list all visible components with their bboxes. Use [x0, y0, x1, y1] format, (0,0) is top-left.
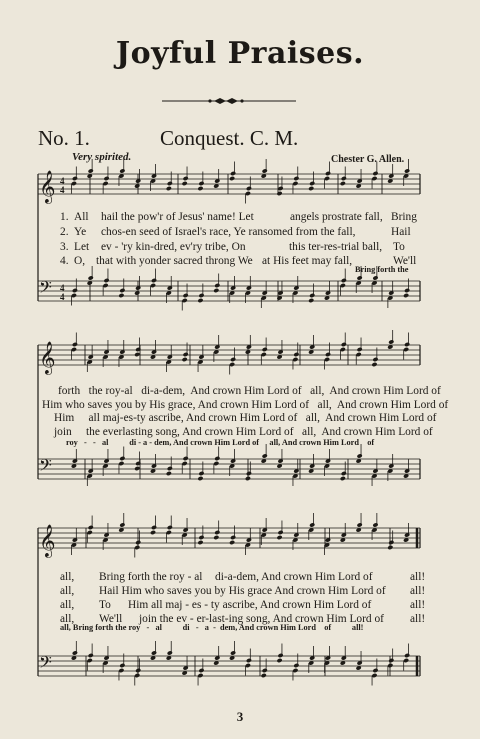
note-head: [404, 168, 410, 173]
note-head: [198, 293, 204, 298]
note-head: [214, 456, 220, 461]
note-head: [388, 339, 394, 344]
bass-lyric-text: Bring forth the: [355, 265, 409, 274]
bass-lyric-text: all, Bring forth the roy - al di - a - dem, And crown Him Lord of all!: [60, 623, 364, 632]
note-head: [119, 168, 125, 173]
note-head: [183, 456, 189, 461]
note-head: [134, 352, 140, 357]
note-head: [372, 668, 378, 673]
note-head: [103, 176, 109, 181]
note-head: [293, 663, 299, 668]
lyric-text: We'll: [99, 613, 123, 625]
lyric-line: Him all maj-es-ty ascribe, And crown Him Lord of all, And crown Him Lord of: [54, 412, 437, 424]
verse-number: 3.: [60, 241, 69, 253]
note-head: [340, 181, 346, 186]
note-head: [182, 357, 188, 362]
note-head: [182, 181, 188, 186]
tune-name: Conquest. C. M.: [160, 126, 299, 150]
note-head: [198, 535, 204, 540]
note-head: [213, 535, 219, 540]
treble-clef: 𝄞: [39, 524, 56, 557]
lyric-text: All: [74, 211, 89, 223]
note-head: [372, 171, 378, 176]
bass-clef: 𝄢: [39, 455, 52, 479]
bass-clef: 𝄢: [39, 277, 52, 301]
note-head: [198, 668, 204, 673]
note-head: [72, 288, 78, 293]
note-head: [230, 535, 236, 540]
note-head: [308, 298, 314, 303]
time-signature: 4: [60, 292, 65, 302]
note-head: [151, 650, 157, 655]
note-head: [88, 275, 94, 280]
note-head: [229, 176, 235, 181]
note-head: [198, 471, 204, 476]
note-head: [197, 540, 203, 545]
note-head: [198, 181, 204, 186]
bass-clef: 𝄢: [39, 652, 52, 676]
note-head: [183, 293, 189, 298]
note-head: [341, 176, 347, 181]
note-head: [325, 352, 331, 357]
lyric-text: Let: [74, 241, 90, 253]
lyric-text: all!: [410, 571, 426, 583]
note-head: [135, 540, 141, 545]
note-head: [340, 476, 346, 481]
note-head: [388, 540, 394, 545]
note-head: [372, 357, 378, 362]
note-head: [88, 653, 94, 658]
note-head: [341, 278, 347, 283]
note-head: [229, 540, 235, 545]
note-head: [246, 186, 252, 191]
note-head: [167, 466, 173, 471]
note-head: [135, 668, 141, 673]
lyric-text: all,: [60, 599, 75, 611]
note-head: [246, 471, 252, 476]
note-head: [388, 658, 394, 663]
note-head: [262, 668, 268, 673]
note-head: [293, 352, 299, 357]
lyric-text: To: [99, 599, 111, 611]
note-head: [197, 186, 203, 191]
lyric-text: To: [393, 241, 405, 253]
lyric-text: hail the pow'r of Jesus' name! Let: [101, 211, 254, 223]
note-head: [341, 342, 347, 347]
note-head: [403, 293, 409, 298]
treble-clef: 𝄞: [39, 170, 56, 203]
note-head: [404, 288, 410, 293]
lyric-text: Him all maj - es - ty ascribe, And crown Him Lord of: [128, 599, 372, 611]
note-head: [277, 653, 283, 658]
note-head: [166, 471, 172, 476]
lyric-text: all!: [410, 585, 426, 597]
note-head: [357, 275, 363, 280]
page-title: Joyful Praises.: [115, 36, 365, 71]
note-head: [213, 288, 219, 293]
note-head: [151, 525, 157, 530]
note-head: [167, 525, 173, 530]
verse-number: 4.: [60, 255, 69, 267]
note-head: [262, 453, 268, 458]
note-head: [404, 653, 410, 658]
lyric-line: Him who saves you by His grace, And crown Him Lord of all, And crown Him Lord of: [42, 399, 449, 411]
lyric-text: We'll: [393, 255, 417, 267]
note-head: [371, 362, 377, 367]
note-head: [276, 535, 282, 540]
note-head: [166, 186, 172, 191]
lyric-text: all,: [60, 613, 75, 625]
note-head: [293, 176, 299, 181]
lyric-text: Bring: [391, 211, 417, 223]
note-head: [167, 650, 173, 655]
time-signature: 4: [60, 176, 65, 186]
note-head: [308, 186, 314, 191]
lyric-text: Ye: [74, 226, 87, 238]
tempo-marking: Very spirited.: [72, 151, 132, 163]
lyric-line: join the everlasting song, And crown Him Lord of all, And crown Him Lord of: [54, 426, 433, 438]
note-head: [309, 522, 315, 527]
lyric-line: forth the roy-al di-a-dem, And crown Him Lord of all, And crown Him Lord of: [58, 385, 441, 397]
lyric-text: chos-en seed of Israel's race, Ye ransomed from the fall,: [101, 226, 356, 238]
lyric-text: di-a-dem, And crown Him Lord of: [215, 571, 373, 583]
note-head: [357, 522, 363, 527]
lyric-text: join the ev - er-last-ing song, And crown Him Lord of: [139, 613, 384, 625]
page-number: 3: [236, 709, 244, 724]
note-head: [214, 530, 220, 535]
note-head: [197, 298, 203, 303]
note-head: [230, 650, 236, 655]
note-head: [262, 168, 268, 173]
note-head: [261, 673, 267, 678]
treble-clef: 𝄞: [39, 341, 56, 374]
lyric-text: that with yonder sacred throng We: [96, 255, 253, 267]
verse-number: 1.: [60, 211, 69, 223]
composer-credit: Chester G. Allen.: [331, 154, 405, 165]
note-head: [262, 347, 268, 352]
lyric-text: Hail: [391, 226, 411, 238]
note-head: [309, 181, 315, 186]
lyric-text: this ter-res-trial ball,: [289, 241, 383, 253]
time-signature: 4: [60, 185, 65, 195]
note-head: [88, 525, 94, 530]
verse-number: 2.: [60, 226, 69, 238]
note-head: [150, 530, 156, 535]
note-head: [246, 658, 252, 663]
note-head: [197, 476, 203, 481]
note-head: [118, 293, 124, 298]
note-head: [214, 283, 220, 288]
note-head: [357, 347, 363, 352]
lyric-text: O,: [74, 255, 86, 267]
note-head: [276, 658, 282, 663]
note-head: [119, 522, 125, 527]
lyric-text: ev - 'ry kin-dred, ev'ry tribe, On: [101, 241, 246, 253]
lyric-text: at His feet may fall,: [262, 255, 353, 267]
note-head: [103, 278, 109, 283]
note-head: [372, 522, 378, 527]
note-head: [151, 278, 157, 283]
note-head: [183, 176, 189, 181]
lyric-text: angels prostrate fall,: [290, 211, 383, 223]
note-head: [72, 176, 78, 181]
note-head: [119, 663, 125, 668]
lyric-text: all!: [410, 599, 426, 611]
note-head: [309, 293, 315, 298]
note-head: [325, 171, 331, 176]
note-head: [88, 168, 94, 173]
hymn-number: No. 1.: [38, 126, 90, 150]
note-head: [341, 471, 347, 476]
note-head: [72, 650, 78, 655]
note-head: [183, 352, 189, 357]
note-head: [230, 171, 236, 176]
lyric-text: all,: [60, 585, 75, 597]
time-signature: 4: [60, 283, 65, 293]
note-head: [387, 545, 393, 550]
note-head: [357, 453, 363, 458]
note-head: [276, 191, 282, 196]
note-head: [119, 456, 125, 461]
note-head: [134, 466, 140, 471]
lyric-text: Bring forth the roy - al: [99, 571, 203, 583]
note-head: [245, 476, 251, 481]
lyric-text: all,: [60, 571, 75, 583]
note-head: [230, 357, 236, 362]
note-head: [372, 275, 378, 280]
bass-lyric-text: roy - - al di - a - dem, And crown Him Lord of all, And crown Him Lord of: [66, 438, 375, 447]
note-head: [277, 530, 283, 535]
lyric-text: Hail Him who saves you by His grace And crown Him Lord of: [99, 585, 386, 597]
note-head: [72, 342, 78, 347]
note-head: [119, 288, 125, 293]
note-head: [404, 342, 410, 347]
lyric-text: all!: [410, 613, 426, 625]
note-head: [167, 181, 173, 186]
